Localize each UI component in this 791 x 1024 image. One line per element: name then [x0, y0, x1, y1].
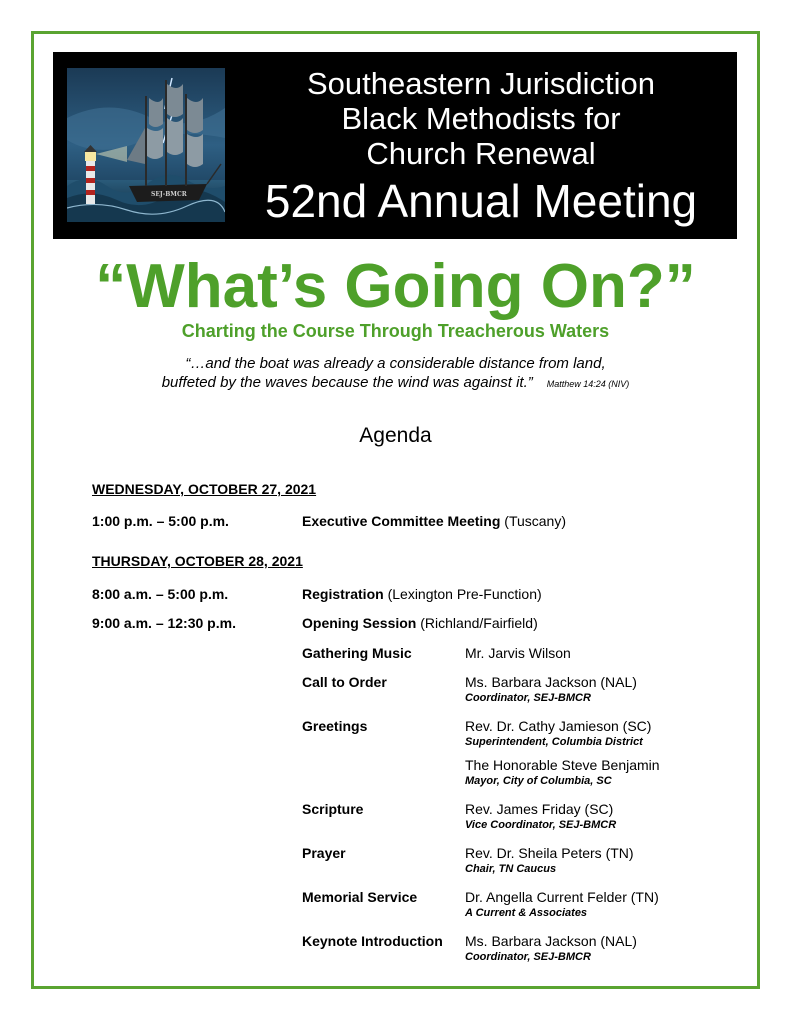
event-location: (Lexington Pre-Function) [387, 586, 542, 602]
program-item-label: Gathering Music [302, 645, 412, 661]
ship-hull-lettering: SEJ-BMCR [151, 191, 187, 198]
program-participant [465, 889, 659, 920]
event-entry [302, 615, 538, 631]
program-item-label: Keynote Introduction [302, 933, 443, 949]
time-slot: 8:00 a.m. – 5:00 p.m. [92, 586, 229, 602]
participant-name: Ms. Barbara Jackson (NAL) [465, 674, 637, 690]
participant-name: Dr. Angella Current Felder (TN) [465, 889, 659, 905]
program-participant [465, 645, 571, 662]
event-entry [302, 586, 542, 602]
org-name-line3: Church Renewal [366, 136, 596, 171]
participant-role: A Current & Associates [465, 907, 588, 919]
participant-role: Vice Coordinator, SEJ-BMCR [465, 819, 617, 831]
participant-role: Coordinator, SEJ-BMCR [465, 951, 591, 963]
day-heading-thursday: THURSDAY, OCTOBER 28, 2021 [92, 553, 303, 569]
participant-name: Rev. Dr. Sheila Peters (TN) [465, 845, 634, 861]
event-location: (Tuscany) [504, 513, 566, 529]
participant-name: Rev. James Friday (SC) [465, 801, 614, 817]
event-name: Opening Session [302, 615, 417, 631]
meeting-title: 52nd Annual Meeting [264, 175, 698, 227]
program-item-label: Greetings [302, 718, 368, 734]
program-participant [465, 845, 634, 876]
participant-role: Chair, TN Caucus [465, 863, 557, 875]
program-item-label: Memorial Service [302, 889, 418, 905]
header-banner [53, 52, 737, 239]
org-name-line2: Black Methodists for [341, 101, 621, 136]
participant-name: The Honorable Steve Benjamin [465, 757, 660, 773]
ship-lighthouse-image [67, 68, 225, 222]
quote-line2-text: buffeted by the waves because the wind was against it.” [161, 374, 533, 391]
program-participant [465, 933, 637, 964]
program-participant [465, 674, 637, 705]
program-item-label: Call to Order [302, 674, 387, 690]
scripture-quote [0, 354, 791, 394]
day-heading-wednesday: WEDNESDAY, OCTOBER 27, 2021 [92, 481, 317, 497]
program-item-label: Scripture [302, 801, 364, 817]
org-name-line1: Southeastern Jurisdiction [306, 66, 656, 101]
banner-text [225, 52, 737, 227]
program-participant [465, 801, 616, 832]
event-name: Executive Committee Meeting [302, 513, 501, 529]
participant-role: Superintendent, Columbia District [465, 736, 643, 748]
event-entry [302, 513, 566, 529]
time-slot: 9:00 a.m. – 12:30 p.m. [92, 615, 236, 631]
participant-role: Coordinator, SEJ-BMCR [465, 692, 591, 704]
event-name: Registration [302, 586, 384, 602]
quote-line2 [0, 373, 791, 394]
participant-name: Ms. Barbara Jackson (NAL) [465, 933, 637, 949]
participant-role: Mayor, City of Columbia, SC [465, 775, 612, 787]
quote-line1: “…and the boat was already a considerable distance from land, [185, 355, 606, 372]
program-participant [465, 757, 660, 788]
theme-title: “What’s Going On?” [95, 252, 696, 321]
program-item-label: Prayer [302, 845, 346, 861]
event-location: (Richland/Fairfield) [420, 615, 538, 631]
agenda-heading: Agenda [359, 424, 432, 447]
participant-name: Rev. Dr. Cathy Jamieson (SC) [465, 718, 652, 734]
quote-reference: Matthew 14:24 (NIV) [546, 379, 630, 389]
program-participant [465, 718, 651, 749]
theme-subtitle: Charting the Course Through Treacherous Waters [181, 321, 610, 341]
participant-name: Mr. Jarvis Wilson [465, 645, 571, 661]
time-slot: 1:00 p.m. – 5:00 p.m. [92, 513, 229, 529]
